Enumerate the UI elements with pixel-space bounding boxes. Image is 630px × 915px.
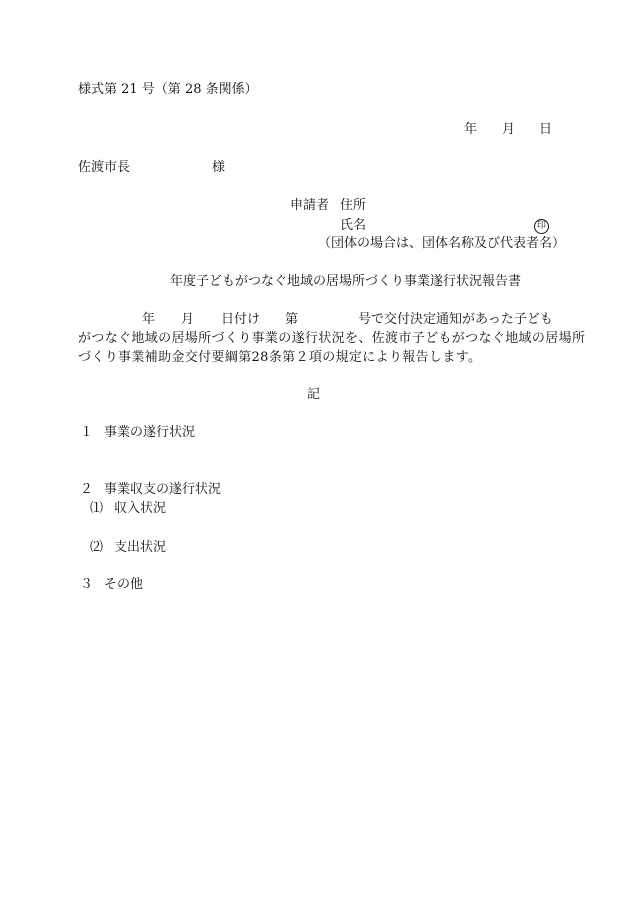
- body-dated-label: 日付け: [221, 312, 261, 327]
- body-year-label: 年: [142, 312, 156, 327]
- addressee-honorific: 様: [212, 160, 226, 175]
- applicant-address-label: 住所: [340, 198, 367, 213]
- addressee-name: 佐渡市長: [78, 160, 131, 175]
- section-2-2-number: ⑵: [90, 540, 104, 555]
- document-title: 年度子どもがつなぐ地域の居場所づくり事業遂行状況報告書: [170, 274, 522, 289]
- section-2-1-label: 収入状況: [114, 501, 167, 516]
- applicant-name-label: 氏名: [340, 218, 367, 233]
- body-line3: づくり事業補助金交付要綱第28条第２項の規定により報告します。: [78, 350, 482, 365]
- section-1-number: １: [80, 425, 94, 440]
- section-1-label: 事業の遂行状況: [104, 425, 196, 440]
- section-2-2-label: 支出状況: [114, 540, 167, 555]
- section-3-label: その他: [104, 577, 144, 592]
- section-2-1-number: ⑴: [90, 501, 104, 516]
- body-month-label: 月: [181, 312, 195, 327]
- ki-heading: 記: [307, 387, 321, 402]
- body-line1-rest: 号で交付決定通知があった子ども: [358, 312, 553, 327]
- body-dai-label: 第: [285, 312, 299, 327]
- section-2-number: ２: [80, 482, 94, 497]
- applicant-note: （団体の場合は、団体名称及び代表者名）: [318, 236, 566, 251]
- section-2-label: 事業収支の遂行状況: [104, 482, 222, 497]
- date-day-label: 日: [539, 122, 553, 137]
- date-month-label: 月: [502, 122, 516, 137]
- date-year-label: 年: [464, 122, 478, 137]
- section-3-number: ３: [80, 577, 94, 592]
- body-line2: がつなぐ地域の居場所づくり事業の遂行状況を、佐渡市子どもがつなぐ地域の居場所: [78, 331, 586, 346]
- form-number: 様式第 21 号（第 28 条関係）: [78, 82, 258, 97]
- applicant-label: 申請者: [290, 198, 330, 213]
- seal-mark: 印: [534, 219, 549, 234]
